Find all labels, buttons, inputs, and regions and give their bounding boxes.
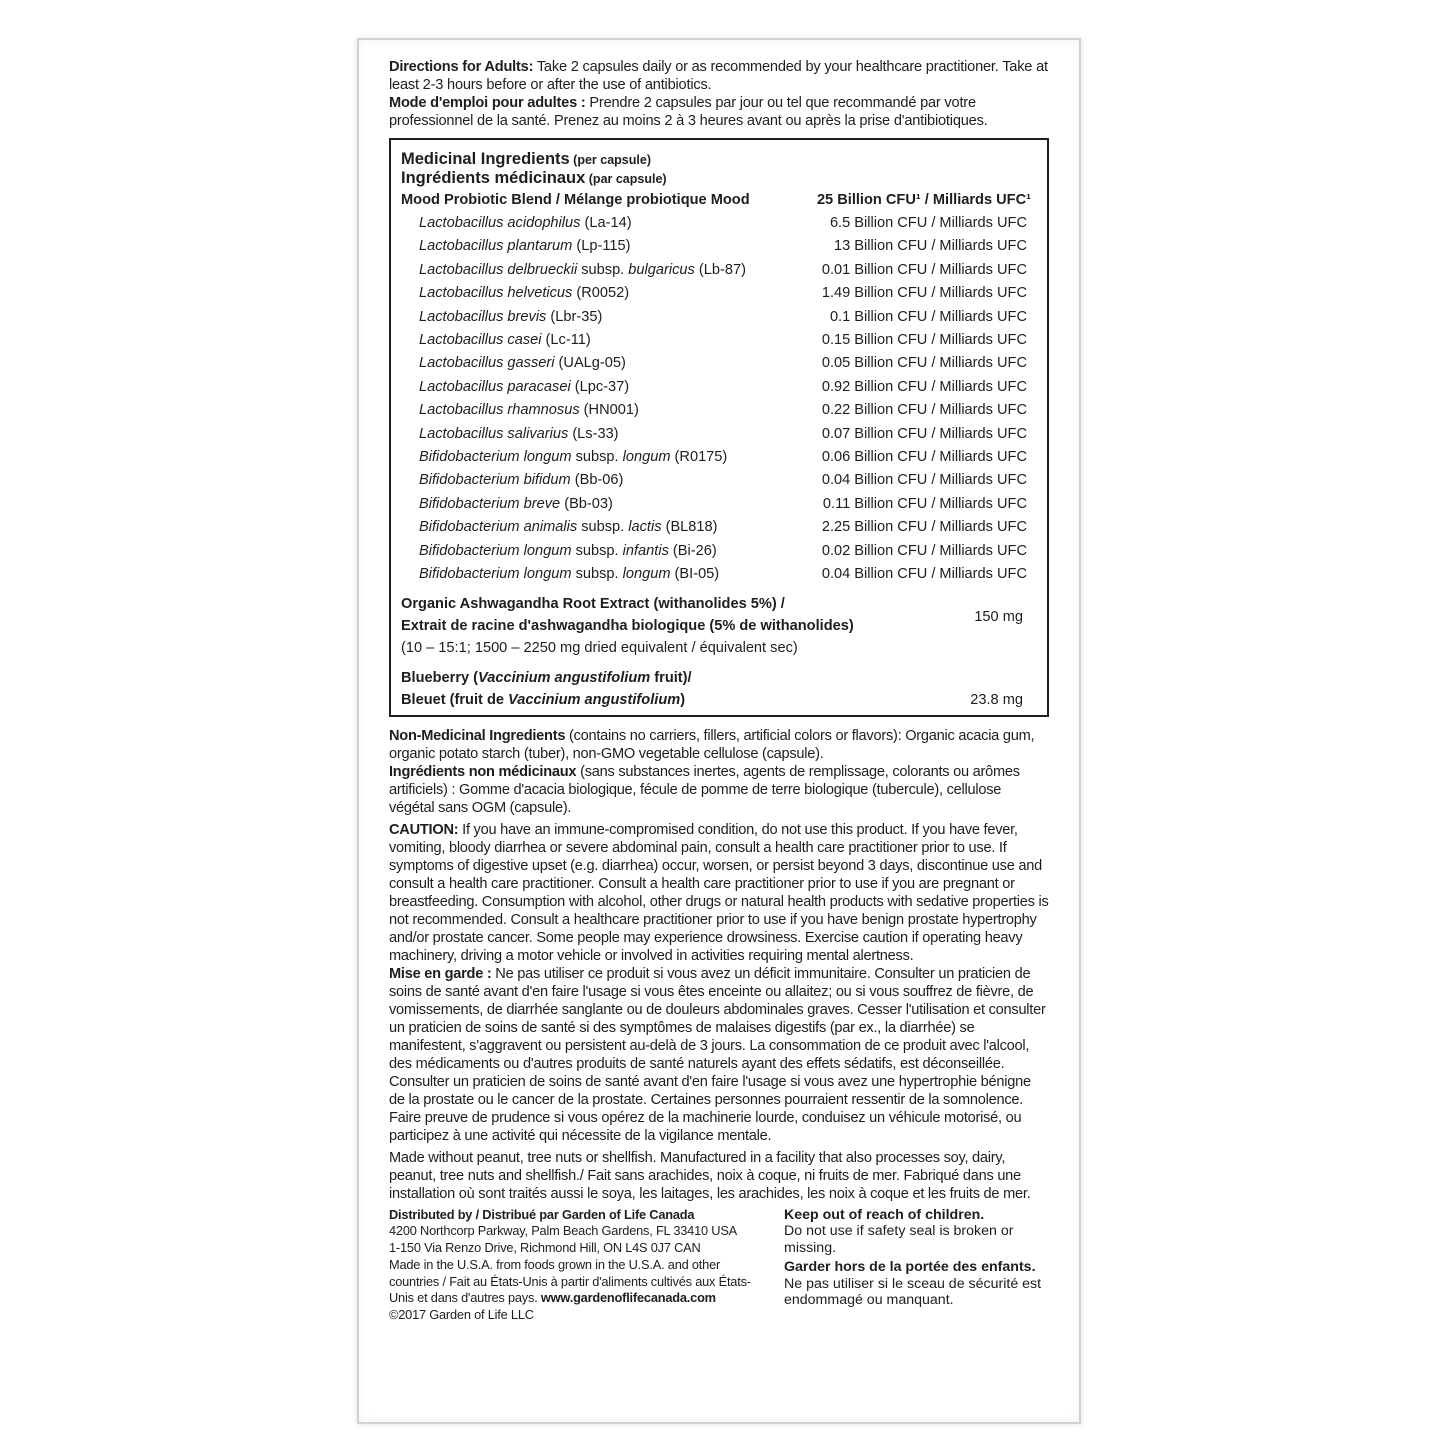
strain-row <box>401 540 1037 563</box>
strain-species: Lactobacillus casei <box>419 332 542 349</box>
strain-row <box>401 329 1037 352</box>
non-medicinal-en-text: (contains no carriers, fillers, artificial colors or flavors): Organic acacia gum, organic potato starch (tuber), non-GMO vegetable cellulose (capsule). <box>389 727 1035 762</box>
made-in <box>389 1257 759 1307</box>
strain-code: (R0052) <box>572 285 630 302</box>
ashwagandha-line2: Extrait de racine d'ashwagandha biologique (5% de withanolides) <box>401 617 854 634</box>
probiotic-blend-row <box>401 188 1037 212</box>
strain-amount: 0.04 Billion CFU / Milliards UFC <box>821 472 1027 489</box>
strain-list <box>401 212 1037 587</box>
strain-code: (Ls-33) <box>568 425 619 442</box>
allergen-text: Made without peanut, tree nuts or shellfish. Manufactured in a facility that also processes soy, dairy, peanut, tree nuts and shellfish./ Fait sans arachides, noix à coque, ni fruits de mer. Fabriqué dans une installation où sont traités aussi le soya, les laitages, les arachides, les noix à coque et les fruits de mer. <box>389 1149 1031 1202</box>
blueberry-row <box>401 667 1037 711</box>
strain-amount: 0.92 Billion CFU / Milliards UFC <box>821 378 1027 395</box>
strain-code: (Lc-11) <box>541 332 591 349</box>
caution-fr <box>389 965 1049 1145</box>
strain-name <box>401 259 787 282</box>
strain-name <box>401 235 787 258</box>
ashwagandha-line3: (10 – 15:1; 1500 – 2250 mg dried equivalent / équivalent sec) <box>401 639 798 656</box>
safety-en-title: Keep out of reach of children. <box>784 1206 985 1223</box>
strain-name <box>401 446 787 469</box>
strain-species: Lactobacillus paracasei <box>419 378 571 395</box>
directions-fr-label: Mode d'emploi pour adultes : <box>389 95 586 111</box>
strain-species: Lactobacillus delbrueckii <box>419 261 578 278</box>
directions-en-label: Directions for Adults: <box>389 59 534 75</box>
ashwagandha-line1: Organic Ashwagandha Root Extract (withanolides 5%) / <box>401 595 785 612</box>
caution-en-text: If you have an immune-compromised condition, do not use this product. If you have fever, vomiting, bloody diarrhea or severe abdominal pain, consult a health care practitioner prior to use. If symptoms of digestive upset (e.g. diarrhea) occur, worsen, or persist beyond 3 days, discontinue use and consult a health care practitioner. Consult a health care practitioner prior to use if you are pregnant or breastfeeding. Consumption with alcohol, other drugs or natural health products with sedative properties is not recommended. Consult a healthcare practitioner prior to use if you have benign prostate hypertrophy and/or prostate cancer. Some people may experience drowsiness. Exercise caution if operating heavy machinery, driving a motor vehicle or involved in activities requiring mental alertness. <box>389 821 1049 964</box>
website: www.gardenoflifecanada.com <box>540 1290 716 1306</box>
strain-row <box>401 469 1037 492</box>
non-medicinal-en-label: Non-Medicinal Ingredients <box>389 727 566 744</box>
ingredients-title-en-text: Medicinal Ingredients <box>401 150 570 168</box>
strain-species: Bifidobacterium bifidum <box>419 472 571 489</box>
strain-amount: 0.02 Billion CFU / Milliards UFC <box>821 542 1027 559</box>
strain-code: (HN001) <box>579 402 639 419</box>
strain-code: (Lb-87) <box>694 261 746 278</box>
strain-species: Lactobacillus rhamnosus <box>419 402 580 419</box>
non-medicinal-section <box>389 727 1049 817</box>
strain-amount: 0.07 Billion CFU / Milliards UFC <box>821 425 1027 442</box>
distributor-address1: 4200 Northcorp Parkway, Palm Beach Gardens, FL 33410 USA <box>389 1223 738 1239</box>
strain-subspecies: longum <box>622 449 671 466</box>
strain-amount: 0.05 Billion CFU / Milliards UFC <box>821 355 1027 372</box>
copyright: ©2017 Garden of Life LLC <box>389 1307 534 1323</box>
strain-code: (BI-05) <box>670 566 720 583</box>
strain-subspecies: bulgaricus <box>628 261 695 278</box>
blueberry-name <box>401 667 903 711</box>
bleuet-c: ) <box>680 691 686 708</box>
strain-species: Lactobacillus acidophilus <box>419 215 581 231</box>
blueberry-amount: 23.8 mg <box>970 691 1023 708</box>
strain-row <box>401 352 1037 375</box>
bleuet-b: Vaccinium angustifolium <box>508 691 681 708</box>
safety-fr-title: Garder hors de la portée des enfants. <box>784 1259 1036 1276</box>
strain-species: Lactobacillus salivarius <box>419 425 569 442</box>
strain-code: (Bi-26) <box>668 542 717 559</box>
strain-row <box>401 212 1037 235</box>
ashwagandha-name <box>401 593 903 659</box>
strain-species: Lactobacillus helveticus <box>419 285 573 302</box>
safety-fr-text: Ne pas utiliser si le sceau de sécurité est endommagé ou manquant. <box>784 1275 1042 1309</box>
strain-name <box>401 306 787 329</box>
strain-species: Bifidobacterium longum <box>419 542 572 559</box>
strain-name <box>401 212 787 235</box>
strain-code: (R0175) <box>670 449 728 466</box>
strain-row <box>401 516 1037 539</box>
strain-code: (Lp-115) <box>572 238 631 255</box>
strain-amount: 0.15 Billion CFU / Milliards UFC <box>821 332 1027 349</box>
non-medicinal-en <box>389 727 1049 763</box>
directions-section <box>389 58 1049 130</box>
strain-row <box>401 423 1037 446</box>
strain-amount: 1.49 Billion CFU / Milliards UFC <box>821 285 1027 302</box>
strain-name <box>401 493 787 516</box>
strain-subsp-prefix: subsp. <box>571 542 623 559</box>
strain-species: Bifidobacterium breve <box>419 495 561 512</box>
strain-amount: 0.1 Billion CFU / Milliards UFC <box>829 308 1027 325</box>
directions-en-text: Take 2 capsules daily or as recommended by your healthcare practitioner. Take at least 2-3 hours before or after the use of antibiotics. <box>389 59 1048 93</box>
strain-row <box>401 493 1037 516</box>
strain-name <box>401 399 787 422</box>
safety-block <box>784 1207 1049 1325</box>
strain-subsp-prefix: subsp. <box>571 449 623 466</box>
non-medicinal-fr <box>389 763 1049 817</box>
made-in-text: Made in the U.S.A. from foods grown in the U.S.A. and other countries / Fait au États-Unis à partir d'aliments cultivés aux États-Unis et dans d'autres pays. <box>389 1256 751 1306</box>
strain-code: (BL818) <box>661 519 718 536</box>
strain-amount: 0.01 Billion CFU / Milliards UFC <box>821 261 1027 278</box>
strain-name <box>401 282 787 305</box>
distributor-block <box>389 1207 759 1325</box>
blueberry-a: Blueberry ( <box>401 669 479 686</box>
strain-species: Bifidobacterium longum <box>419 449 572 466</box>
strain-amount: 0.22 Billion CFU / Milliards UFC <box>821 402 1027 419</box>
strain-row <box>401 376 1037 399</box>
non-medicinal-fr-label: Ingrédients non médicinaux <box>389 763 577 780</box>
blend-amount: 25 Billion CFU¹ / Milliards UFC¹ <box>816 192 1031 208</box>
caution-en <box>389 821 1049 965</box>
strain-amount: 0.11 Billion CFU / Milliards UFC <box>822 495 1027 512</box>
strain-code: (La-14) <box>580 215 632 231</box>
strain-subsp-prefix: subsp. <box>577 261 629 278</box>
safety-en-text: Do not use if safety seal is broken or missing. <box>784 1223 1014 1256</box>
supplement-label-panel <box>357 38 1081 1424</box>
caution-section <box>389 821 1049 1145</box>
medicinal-ingredients-box <box>389 138 1049 717</box>
strain-name <box>401 329 787 352</box>
ingredients-title-fr-suffix: (par capsule) <box>585 172 667 186</box>
strain-code: (Bb-06) <box>570 472 624 489</box>
ingredients-title-fr-text: Ingrédients médicinaux <box>401 169 586 187</box>
strain-row <box>401 306 1037 329</box>
strain-subspecies: longum <box>622 566 671 583</box>
directions-fr-text: Prendre 2 capsules par jour ou tel que recommandé par votre professionnel de la santé. Prenez au moins 2 à 3 heures avant ou après la prise d'antibiotiques. <box>389 95 988 129</box>
strain-species: Lactobacillus brevis <box>419 308 547 325</box>
strain-row <box>401 446 1037 469</box>
directions-fr <box>389 94 1049 130</box>
distributor-label: Distributed by / Distribué par Garden of Life Canada <box>389 1206 695 1222</box>
blueberry-b: Vaccinium angustifolium <box>478 669 651 686</box>
strain-row <box>401 282 1037 305</box>
strain-subsp-prefix: subsp. <box>577 519 629 536</box>
strain-subsp-prefix: subsp. <box>571 566 623 583</box>
strain-row <box>401 399 1037 422</box>
strain-name <box>401 376 787 399</box>
ingredients-title-fr <box>401 169 1037 188</box>
ingredients-title-en-suffix: (per capsule) <box>569 153 651 167</box>
strain-species: Lactobacillus gasseri <box>419 355 555 372</box>
caution-en-label: CAUTION: <box>389 821 459 838</box>
blend-name: Mood Probiotic Blend / Mélange probiotique Mood <box>401 192 750 208</box>
strain-amount: 2.25 Billion CFU / Milliards UFC <box>821 519 1027 536</box>
bleuet-a: Bleuet (fruit de <box>401 691 509 708</box>
strain-name <box>401 423 787 446</box>
strain-code: (UALg-05) <box>554 355 626 372</box>
ingredients-title-en <box>401 150 1037 169</box>
caution-fr-label: Mise en garde : <box>389 965 492 982</box>
strain-name <box>401 540 787 563</box>
distributor-address2: 1-150 Via Renzo Drive, Richmond Hill, ON L4S 0J7 CAN <box>389 1240 701 1256</box>
directions-en <box>389 58 1049 94</box>
strain-name <box>401 516 787 539</box>
strain-row <box>401 563 1037 586</box>
ashwagandha-amount: 150 mg <box>974 608 1023 625</box>
strain-species: Lactobacillus plantarum <box>419 238 573 255</box>
strain-species: Bifidobacterium longum <box>419 566 572 583</box>
strain-amount: 0.06 Billion CFU / Milliards UFC <box>821 449 1027 466</box>
strain-subspecies: lactis <box>628 519 662 536</box>
blueberry-c: fruit)/ <box>650 669 692 686</box>
footer <box>389 1207 1049 1325</box>
strain-name <box>401 469 787 492</box>
strain-name <box>401 352 787 375</box>
strain-amount: 6.5 Billion CFU / Milliards UFC <box>829 215 1027 231</box>
strain-amount: 13 Billion CFU / Milliards UFC <box>834 238 1027 255</box>
strain-row <box>401 259 1037 282</box>
strain-amount: 0.04 Billion CFU / Milliards UFC <box>821 566 1027 583</box>
strain-species: Bifidobacterium animalis <box>419 519 578 536</box>
strain-row <box>401 235 1037 258</box>
non-medicinal-fr-text: (sans substances inertes, agents de remplissage, colorants ou arômes artificiels) : Gomme d'acacia biologique, fécule de pomme de terre biologique (tubercule), cellulose végétal sans OGM (capsule). <box>389 763 1020 816</box>
strain-code: (Lpc-37) <box>570 378 630 395</box>
strain-code: (Bb-03) <box>560 495 613 512</box>
allergen-section <box>389 1149 1049 1203</box>
strain-subspecies: infantis <box>622 542 669 559</box>
strain-code: (Lbr-35) <box>546 308 603 325</box>
ashwagandha-row <box>401 593 1037 659</box>
caution-fr-text: Ne pas utiliser ce produit si vous avez un déficit immunitaire. Consulter un praticien de soins de santé avant d'en faire l'usage si vous êtes enceinte ou allaitez; ou si vous souffrez de fièvre, de vomissements, de diarrhée sanglante ou de douleurs abdominales graves. Cesser l'utilisation et consulter un praticien de soins de santé si des symptômes de malaises digestifs (par ex., la diarrhée) se manifestent, s'aggravent ou persistent au-delà de 3 jours. La consommation de ce produit avec l'alcool, des médicaments ou d'autres produits de santé naturels ayant des effets sédatifs, est déconseillée. Consulter un praticien de soins de santé avant d'en faire l'usage si vous avez une hypertrophie bénigne de la prostate ou le cancer de la prostate. Certaines personnes pourraient ressentir de la somnolence. Faire preuve de prudence si vous opérez de la machinerie lourde, conduisez un véhicule motorisé, ou participez à une activité qui nécessite de la vigilance mentale. <box>389 965 1046 1144</box>
strain-name <box>401 563 787 586</box>
